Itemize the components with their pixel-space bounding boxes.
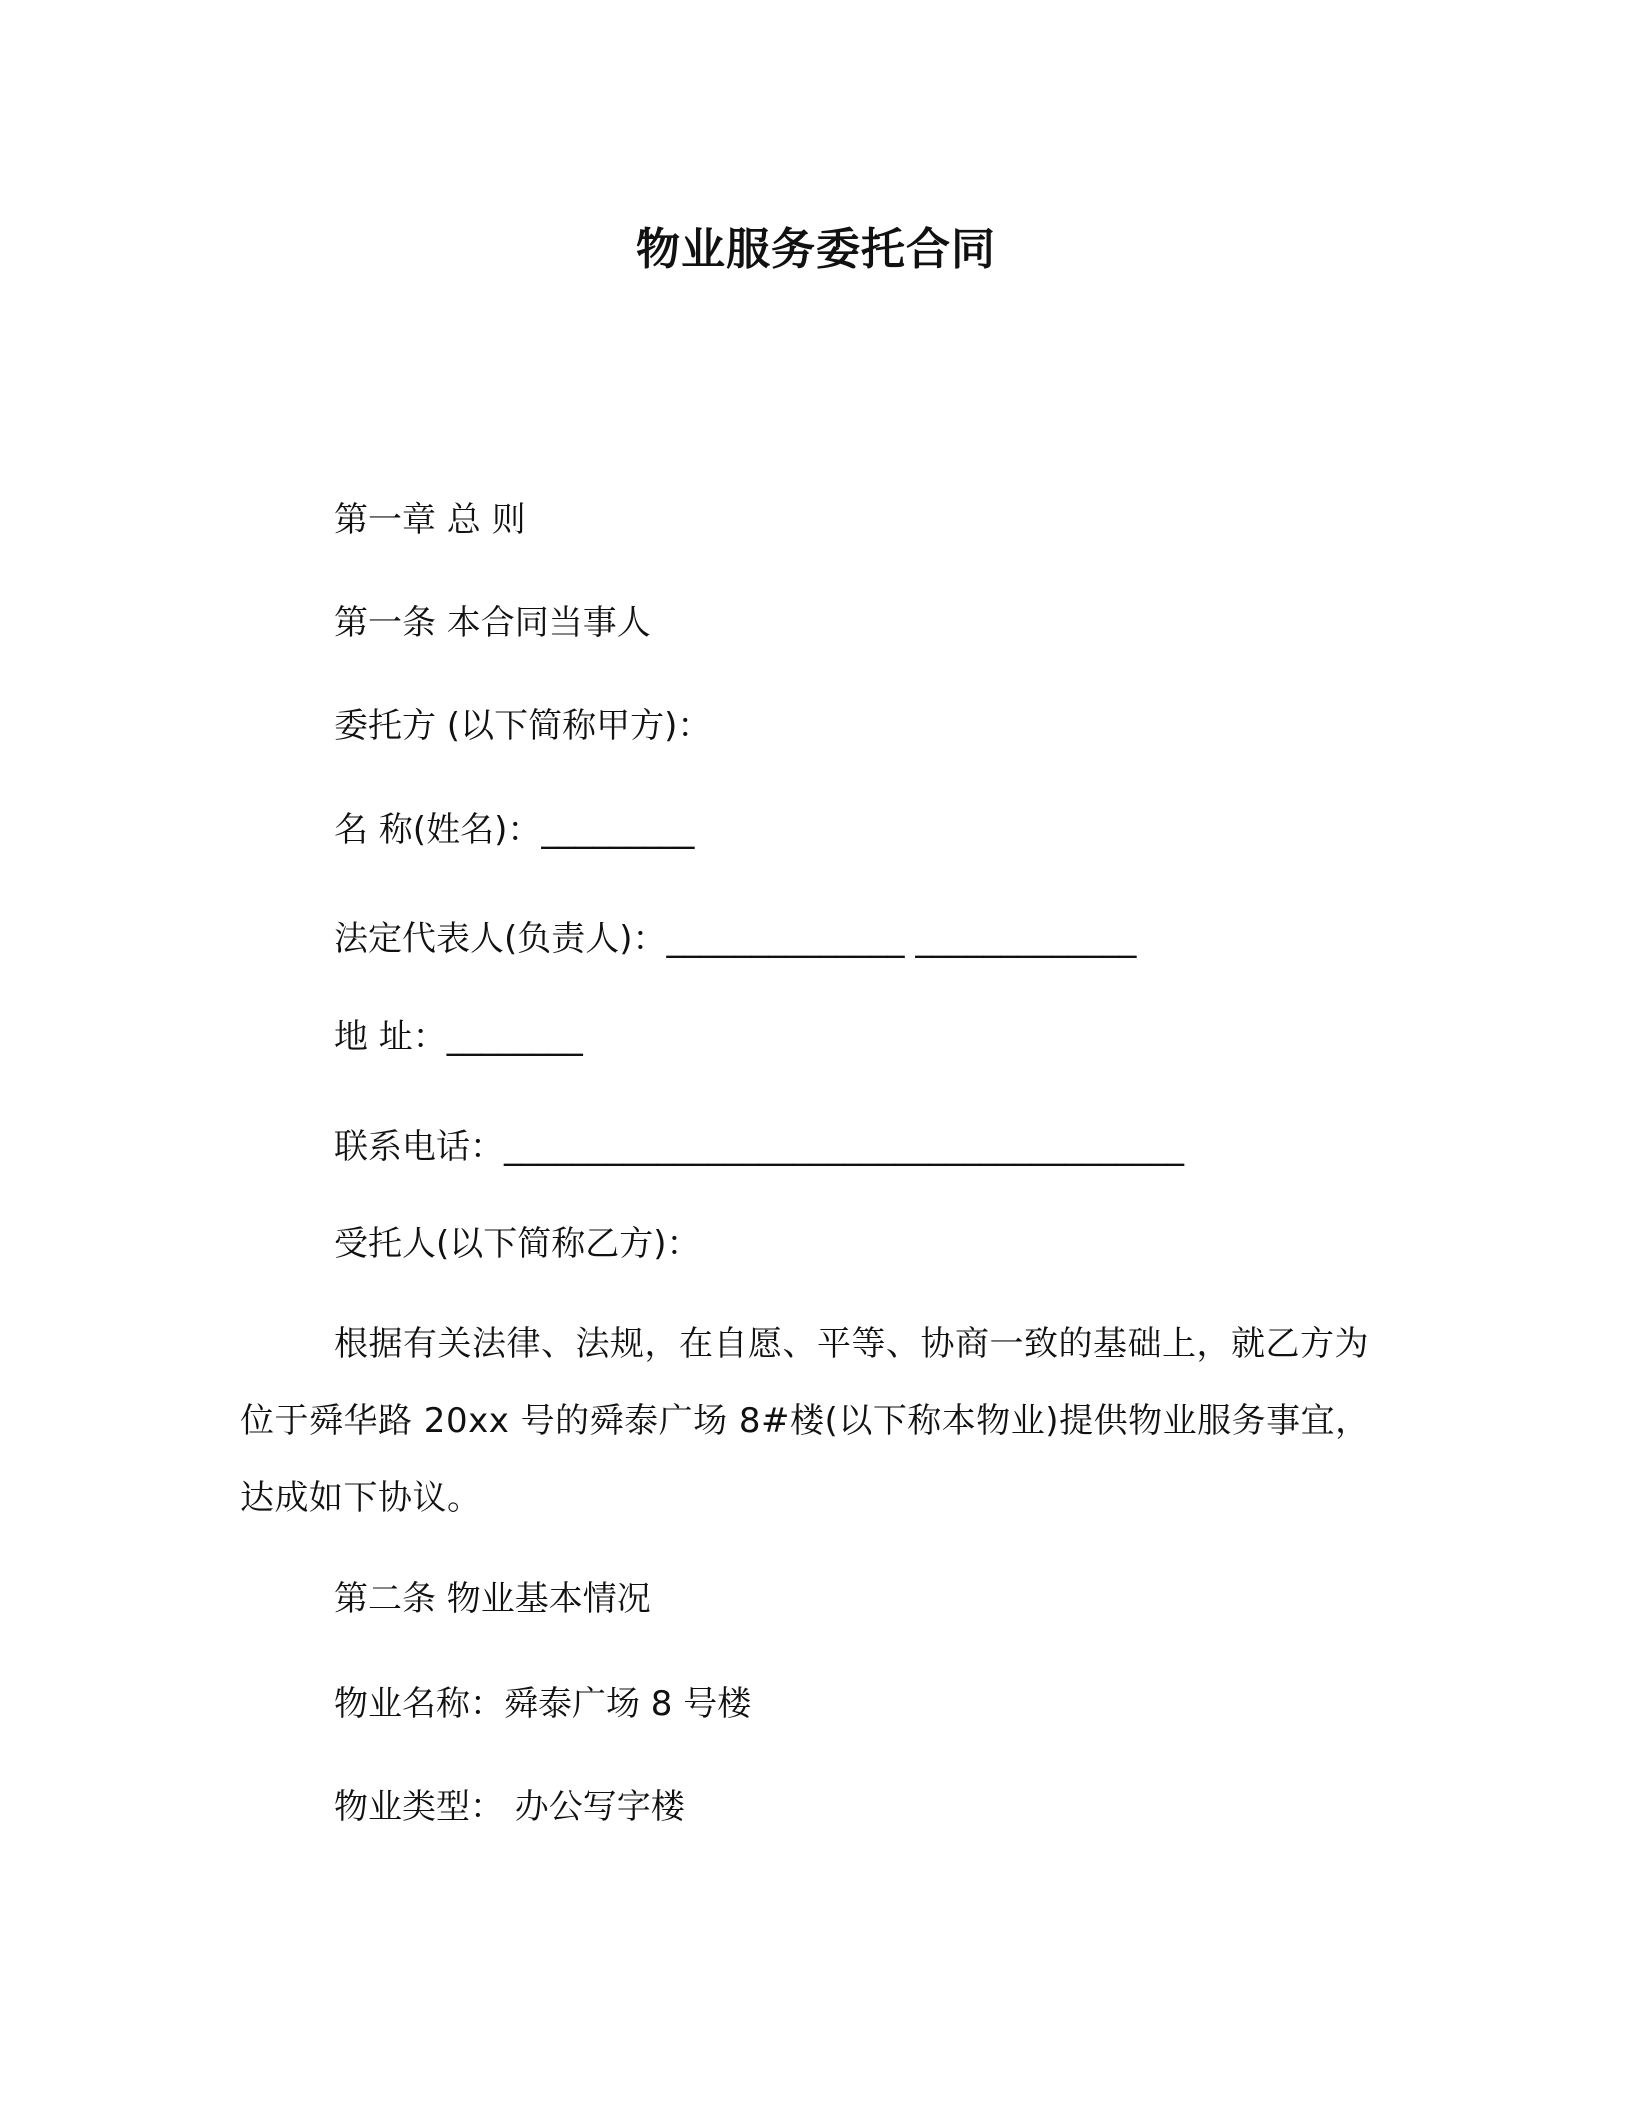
- party-a-address-field: 地 址：________: [334, 1017, 583, 1057]
- article-1-heading: 第一条 本合同当事人: [334, 603, 651, 643]
- document-title: 物业服务委托合同: [636, 224, 996, 275]
- party-a-name-field: 名 称(姓名)：_________: [334, 810, 695, 850]
- chapter-heading: 第一章 总 则: [334, 500, 526, 540]
- property-name-field: 物业名称：舜泰广场 8 号楼: [334, 1684, 752, 1724]
- intro-paragraph: 根据有关法律、法规，在自愿、平等、协商一致的基础上，就乙方为位于舜华路 20xx 号的舜泰广场 8#楼(以下称本物业)提供物业服务事宜，达成如下协议。: [240, 1324, 1370, 1518]
- party-b-heading: 受托人(以下简称乙方)：: [334, 1224, 701, 1264]
- party-a-representative-field: 法定代表人(负责人)：______________ _____________: [334, 919, 1137, 959]
- property-type-field: 物业类型： 办公写字楼: [334, 1787, 685, 1827]
- party-a-heading: 委托方 (以下简称甲方)：: [334, 706, 712, 746]
- party-a-phone-field: 联系电话：________________________________________: [334, 1127, 1184, 1167]
- article-2-heading: 第二条 物业基本情况: [334, 1579, 651, 1619]
